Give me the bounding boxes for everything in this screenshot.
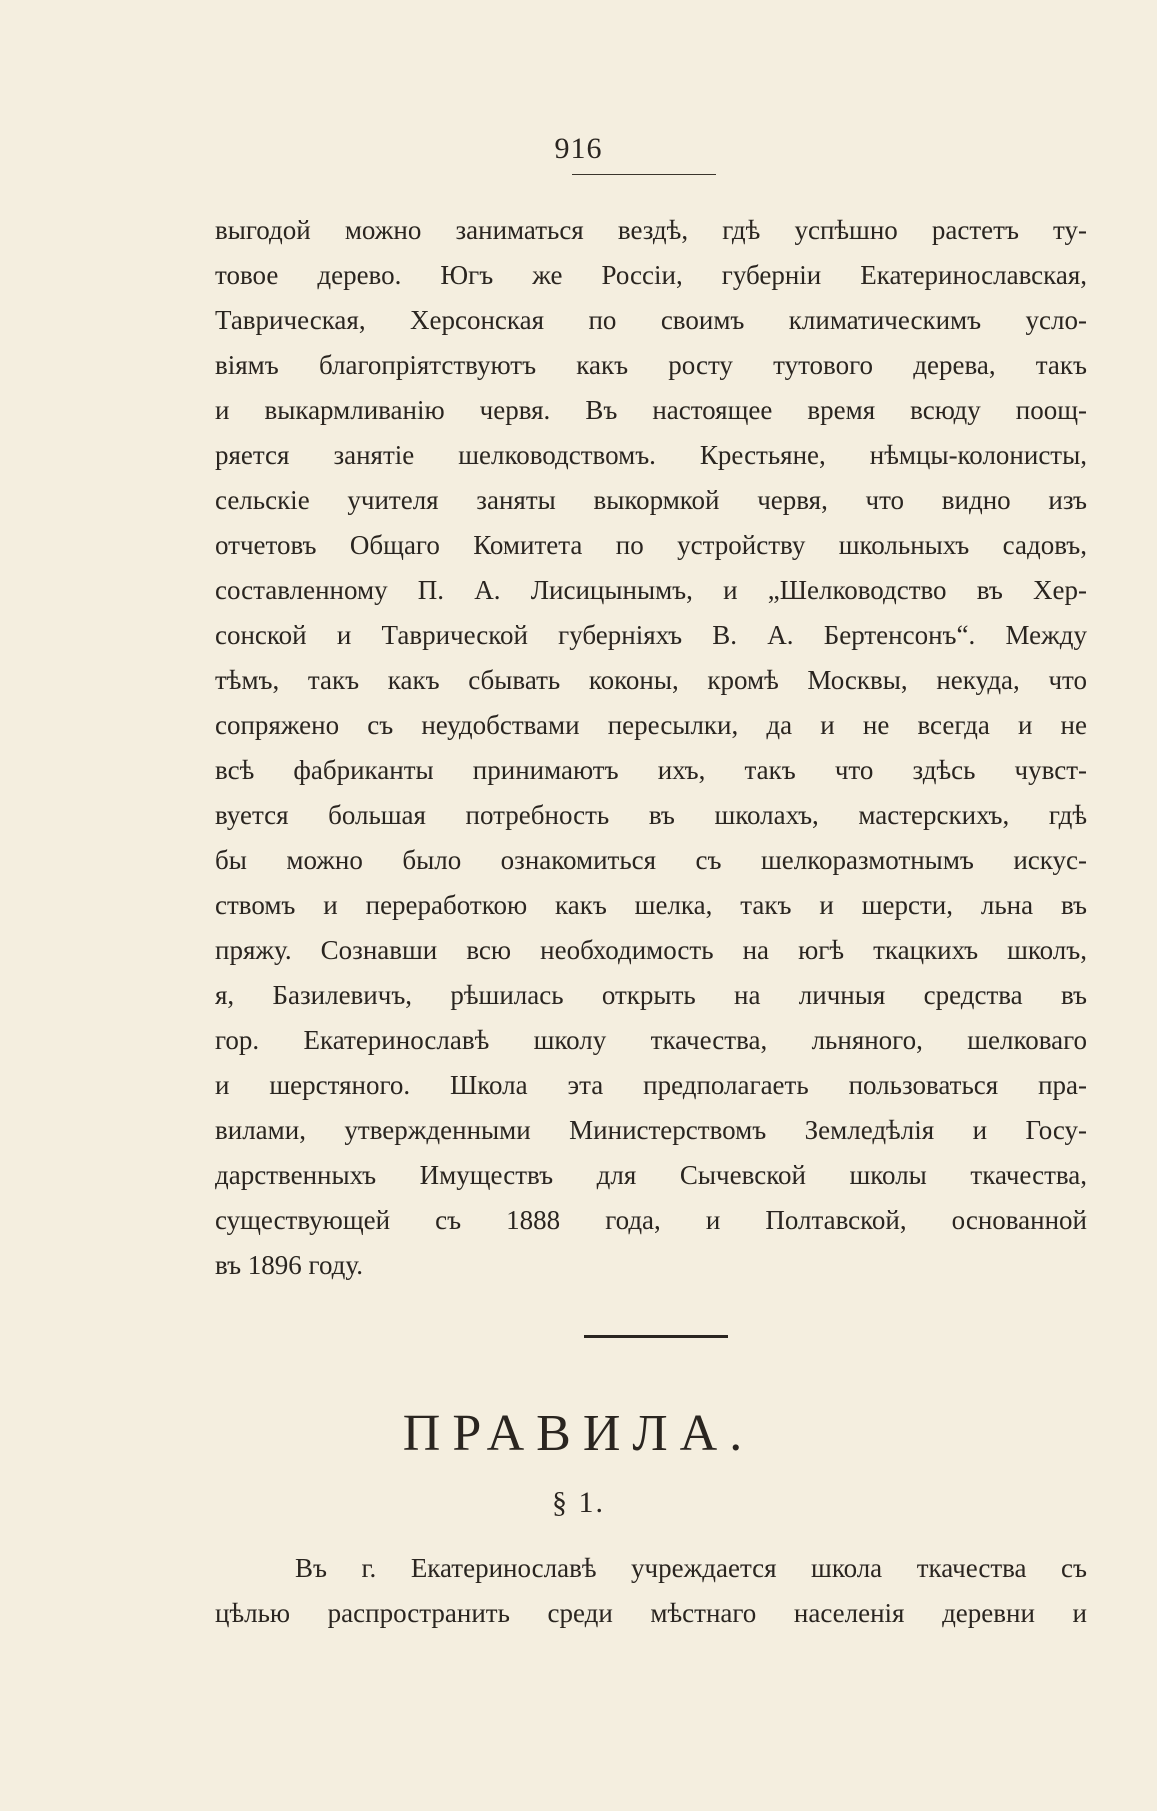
text-line: цѣлью распространить среди мѣстнаго населенія деревни и — [215, 1598, 1087, 1628]
text-line: товое дерево. Югъ же Россіи, губерніи Екатеринославская, — [215, 260, 1087, 290]
text-line: вилами, утвержденными Министерствомъ Земледѣлія и Госу- — [215, 1115, 1087, 1145]
text-line: сопряжено съ неудобствами пересылки, да и не всегда и не — [215, 710, 1087, 740]
text-line: тѣмъ, такъ какъ сбывать коконы, кромѣ Москвы, некуда, что — [215, 665, 1087, 695]
text-line: віямъ благопріятствуютъ какъ росту тутового дерева, такъ — [215, 350, 1087, 380]
text-line: ствомъ и переработкою какъ шелка, такъ и шерсти, льна въ — [215, 890, 1087, 920]
text-line: ряется занятіе шелководствомъ. Крестьяне, нѣмцы-колонисты, — [215, 440, 1087, 470]
text-line: составленному П. А. Лисицынымъ, и „Шелководство въ Хер- — [215, 575, 1087, 605]
text-line: сельскіе учителя заняты выкормкой червя, что видно изъ — [215, 485, 1087, 515]
text-line: выгодой можно заниматься вездѣ, гдѣ успѣшно растетъ ту- — [215, 215, 1087, 245]
text-line: и выкармливанію червя. Въ настоящее время всюду поощ- — [215, 395, 1087, 425]
body-paragraph — [215, 208, 1087, 1288]
text-line: Въ г. Екатеринославѣ учреждается школа ткачества съ — [295, 1553, 1087, 1583]
text-line: Таврическая, Херсонская по своимъ климатическимъ усло- — [215, 305, 1087, 335]
text-line: я, Базилевичъ, рѣшилась открыть на личныя средства въ — [215, 980, 1087, 1010]
section-paragraph — [215, 1546, 1087, 1636]
page-number: 916 — [554, 132, 603, 165]
text-line: отчетовъ Общаго Комитета по устройству школьныхъ садовъ, — [215, 530, 1087, 560]
section-number: § 1. — [552, 1486, 605, 1519]
text-line: всѣ фабриканты принимаютъ ихъ, такъ что здѣсь чувст- — [215, 755, 1087, 785]
text-line: и шерстяного. Школа эта предполагаеть пользоваться пра- — [215, 1070, 1087, 1100]
text-line: вуется большая потребность въ школахъ, мастерскихъ, гдѣ — [215, 800, 1087, 830]
text-line: существующей съ 1888 года, и Полтавской, основанной — [215, 1205, 1087, 1235]
text-line: дарственныхъ Имуществъ для Сычевской школы ткачества, — [215, 1160, 1087, 1190]
section-heading: ПРАВИЛА. — [402, 1405, 755, 1462]
section-divider — [584, 1335, 728, 1338]
text-line: гор. Екатеринославѣ школу ткачества, льняного, шелковаго — [215, 1025, 1087, 1055]
text-line: бы можно было ознакомиться съ шелкоразмотнымъ искус- — [215, 845, 1087, 875]
text-line: сонской и Таврической губерніяхъ В. А. Бертенсонъ“. Между — [215, 620, 1087, 650]
text-line: пряжу. Сознавши всю необходимость на югѣ ткацкихъ школъ, — [215, 935, 1087, 965]
text-line: въ 1896 году. — [215, 1250, 363, 1280]
page-number-rule — [572, 174, 716, 175]
